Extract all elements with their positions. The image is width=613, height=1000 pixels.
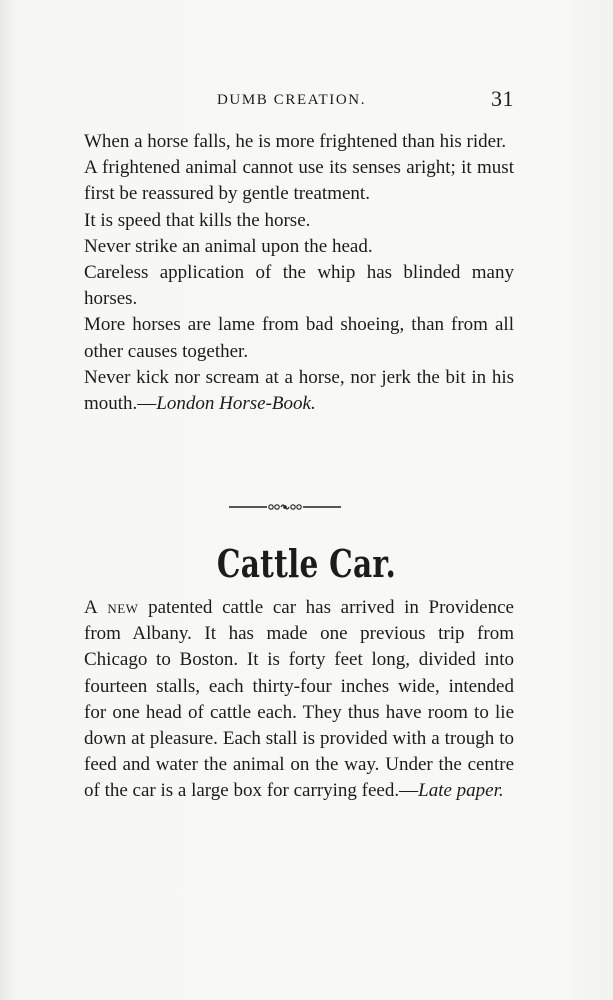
paragraph-text: Never kick nor scream at a horse, nor jerk the bit in his mouth.— [84, 366, 514, 415]
source-citation: London Horse-Book. [156, 393, 316, 415]
paragraph [84, 595, 514, 805]
section-divider-ornament [229, 500, 341, 514]
page-header [84, 86, 516, 116]
section-title: Cattle Car. [216, 541, 397, 586]
paragraph-text: patented cattle car has arrived in Providence from Albany. It has made one previous trip from Chicago to Boston. It is forty feet long, divided into fourteen stalls, each thirty-four inches wide, intended for one head of cattle each. They thus have room to lie down at pleasure. Each stall is provided with a trough to feed and water the animal on the way. Under the centre of the car is a large box for carrying feed.— [84, 597, 514, 802]
horse-maxims-section [84, 129, 514, 417]
page-number: 31 [491, 86, 514, 111]
paragraph-with-source [84, 365, 514, 417]
cattle-car-section [84, 595, 514, 805]
paragraph: Careless application of the whip has blinded many horses. [84, 262, 514, 310]
paragraph: It is speed that kills the horse. [84, 209, 311, 231]
paragraph: More horses are lame from bad shoeing, than from all other causes together. [84, 314, 514, 362]
paragraph: A frightened animal cannot use its senses aright; it must first be reassured by gentle treatment. [84, 157, 514, 205]
paragraph: When a horse falls, he is more frightened than his rider. [84, 131, 507, 152]
lead-words: A new [84, 597, 139, 618]
running-head: DUMB CREATION. [217, 92, 367, 108]
source-citation: Late paper. [418, 780, 504, 802]
paragraph: Never strike an animal upon the head. [84, 235, 373, 257]
